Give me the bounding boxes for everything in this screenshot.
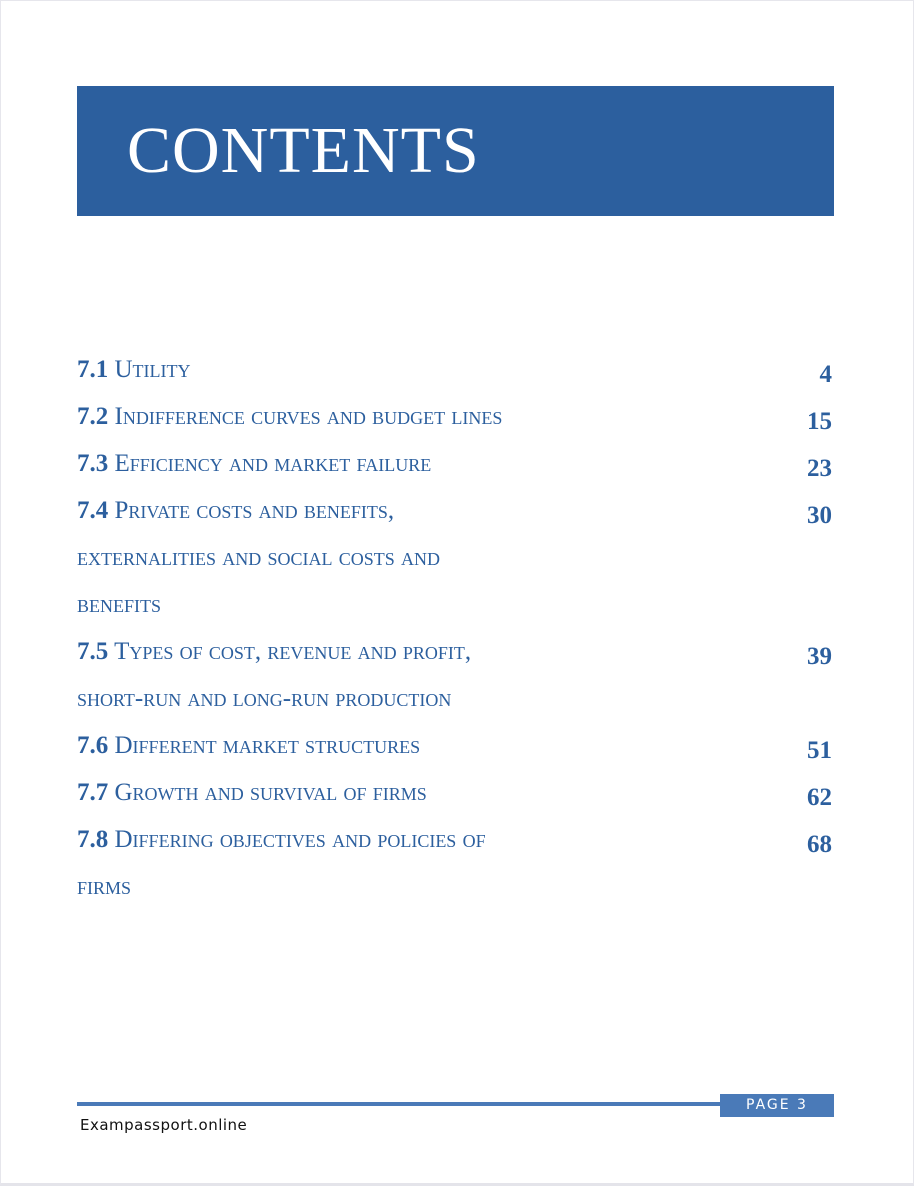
toc-page-number: 23 — [807, 455, 832, 482]
toc-section-number: 7.7 — [77, 779, 109, 806]
toc-section-number: 7.4 — [77, 497, 109, 524]
toc-section-number: 7.2 — [77, 403, 109, 430]
toc-section-title: Efficiency and market failure — [114, 450, 432, 477]
page-title: CONTENTS — [127, 114, 480, 187]
toc-section-title: Growth and survival of firms — [114, 779, 427, 806]
toc-line — [77, 816, 717, 863]
toc-entry-7-8[interactable] — [77, 816, 834, 910]
toc-page-number: 39 — [807, 643, 832, 670]
toc-section-number: 7.5 — [77, 638, 109, 665]
toc-entry-7-6[interactable] — [77, 722, 834, 769]
footer-divider — [77, 1102, 720, 1106]
toc-section-title: Indifference curves and budget lines — [114, 403, 503, 430]
toc-section-title: Different market structures — [114, 732, 421, 759]
toc-section-number: 7.3 — [77, 450, 109, 477]
toc-page-number: 4 — [819, 361, 832, 388]
toc-line-continuation: externalities and social costs and — [77, 544, 440, 571]
toc-line — [77, 722, 717, 769]
toc-entry-7-7[interactable] — [77, 769, 834, 816]
toc-section-title: Types of cost, revenue and profit, — [114, 638, 472, 665]
toc-entry-7-4[interactable] — [77, 487, 834, 628]
toc-line-continuation: firms — [77, 873, 132, 900]
toc-line — [77, 769, 717, 816]
toc-section-title: Differing objectives and policies of — [114, 826, 486, 853]
toc-line-continuation: short-run and long-run production — [77, 685, 452, 712]
toc-section-number: 7.1 — [77, 356, 109, 383]
toc-line — [77, 487, 717, 534]
toc-line — [77, 628, 717, 675]
toc-entry-7-3[interactable] — [77, 440, 834, 487]
toc-line-continuation: benefits — [77, 591, 162, 618]
toc-page-number: 30 — [807, 502, 832, 529]
footer-site-name: Exampassport.online — [80, 1116, 248, 1134]
toc-entry-7-2[interactable] — [77, 393, 834, 440]
toc-line — [77, 440, 717, 487]
toc-section-number: 7.8 — [77, 826, 109, 853]
toc-line — [77, 393, 717, 440]
contents-banner — [77, 86, 834, 216]
toc-entry-7-5[interactable] — [77, 628, 834, 722]
table-of-contents — [77, 346, 834, 910]
toc-line — [77, 346, 717, 393]
toc-section-number: 7.6 — [77, 732, 109, 759]
page-number-badge: PAGE 3 — [720, 1094, 834, 1117]
toc-page-number: 15 — [807, 408, 832, 435]
toc-entry-7-1[interactable] — [77, 346, 834, 393]
toc-section-title: Private costs and benefits, — [114, 497, 395, 524]
toc-page-number: 62 — [807, 784, 832, 811]
toc-page-number: 51 — [807, 737, 832, 764]
toc-section-title: Utility — [114, 356, 191, 383]
toc-page-number: 68 — [807, 831, 832, 858]
